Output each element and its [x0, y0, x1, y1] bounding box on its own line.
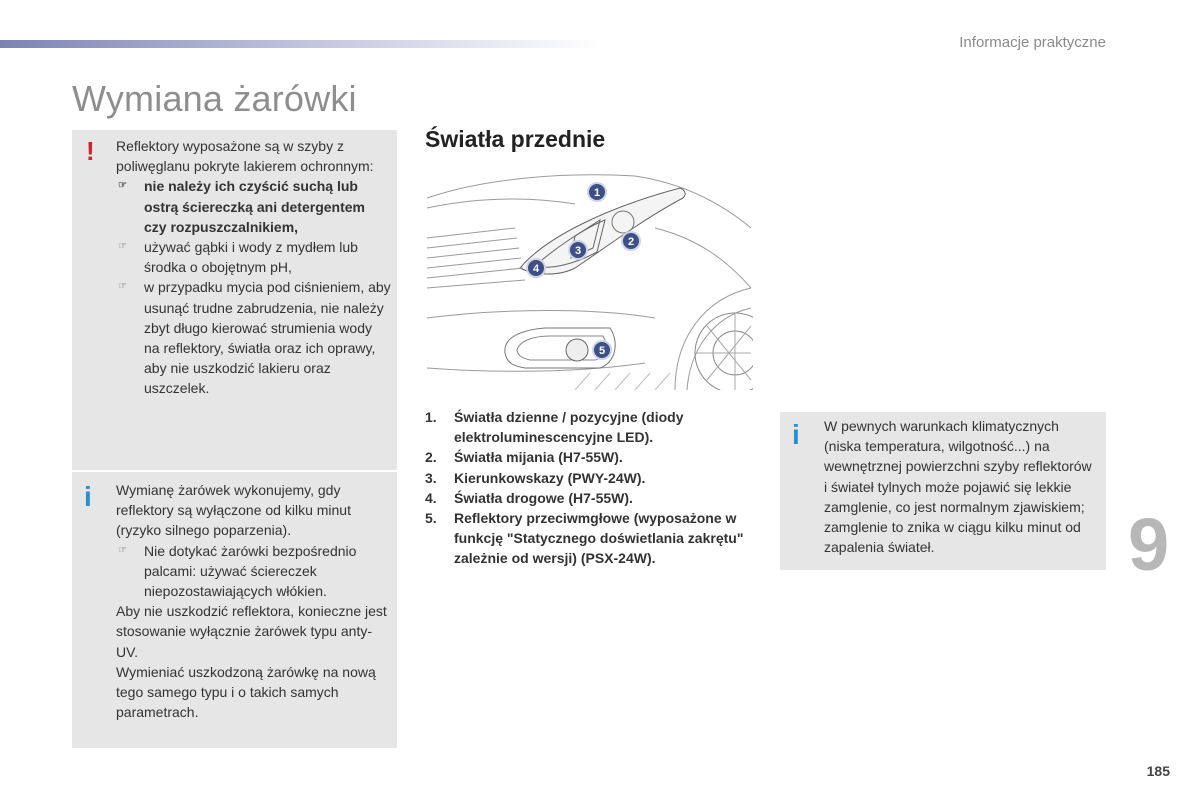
svg-text:1: 1: [593, 187, 601, 199]
warning-content: [116, 136, 391, 399]
headlight-illustration: [425, 168, 753, 390]
page-title: Wymiana żarówki: [72, 78, 357, 119]
warning-intro: Reflektory wyposażone są w szyby z poliwęglanu pokryte lakierem ochronnym:: [116, 138, 374, 175]
page-number: 185: [1146, 763, 1170, 779]
front-lights-heading: Światła przednie: [425, 126, 606, 152]
info-bullet: ☞ Nie dotykać żarówki bezpośrednio palcami: używać ściereczek niepozostawiających włókien.: [118, 542, 357, 600]
list-item: 4. Światła drogowe (H7-55W).: [425, 489, 633, 506]
callout-1: [588, 183, 606, 201]
info-box-bulb-replacement: [72, 472, 397, 748]
warning-bullet-2: ☞ używać gąbki i wody z mydłem lub środka o obojętnym pH,: [118, 239, 358, 276]
warning-bullet-3: ☞ w przypadku mycia pod ciśnieniem, aby usunąć trudne zabrudzenia, nie należy zbyt długo kierować strumienia wody na reflektory, światła oraz ich oprawy, aby nie uszkodzić lakieru oraz uszczelek.: [118, 279, 391, 397]
pointer-icon: ☞: [118, 180, 127, 192]
list-item: 3. Kierunkowskazy (PWY-24W).: [425, 469, 646, 486]
svg-text:4: 4: [532, 263, 540, 275]
callout-4: [527, 259, 545, 277]
info-paragraph-3: Wymieniać uszkodzoną żarówkę na nową tego samego typu i o takich samych parametrach.: [116, 663, 376, 721]
chapter-number: 9: [1128, 503, 1170, 586]
pointer-icon: ☞: [118, 544, 127, 556]
list-item: 1. Światła dzienne / pozycyjne (diody elektroluminescencyjne LED).: [425, 409, 684, 446]
svg-text:5: 5: [598, 345, 606, 357]
info-box-condensation: [780, 412, 1106, 570]
svg-text:2: 2: [627, 236, 635, 248]
info-icon: i: [792, 419, 800, 450]
info-icon: i: [84, 481, 92, 512]
info-paragraph-2: Aby nie uszkodzić reflektora, konieczne jest stosowanie wyłącznie żarówek typu anty-UV.: [116, 603, 387, 660]
warning-bullet-1: ☞ nie należy ich czyścić suchą lub ostrą ściereczką ani detergentem czy rozpuszczalnikiem,: [118, 178, 365, 235]
exclamation-icon: !: [86, 136, 95, 166]
condensation-text: W pewnych warunkach klimatycznych (niska temperatura, wilgotność...) na wewnętrznej powierzchni szyby reflektorów i świateł tylnych może pojawić się lekkie zamglenie, co jest normalnym zjawiskiem; zamglenie to znika w ciągu kilku minut od zapalenia świateł.: [824, 418, 1092, 556]
list-item: 2. Światła mijania (H7-55W).: [425, 449, 623, 466]
warning-box: [72, 130, 397, 470]
callout-3: [569, 241, 587, 259]
list-item: 5. Reflektory przeciwmgłowe (wyposażone w funkcję "Statycznego doświetlania zakrętu" zależnie od wersji) (PSX-24W).: [425, 510, 744, 567]
section-title: Informacje praktyczne: [959, 34, 1106, 51]
front-lights-list: [425, 407, 745, 569]
info-content: [116, 480, 391, 722]
info-intro: Wymianę żarówek wykonujemy, gdy reflektory są wyłączone od kilku minut (ryzyko silnego poparzenia).: [116, 482, 351, 539]
svg-text:3: 3: [574, 245, 582, 257]
header-band: [0, 40, 600, 48]
callout-2: [622, 232, 640, 250]
pointer-icon: ☞: [118, 281, 127, 293]
pointer-icon: ☞: [118, 241, 127, 253]
callout-5: [593, 341, 611, 359]
